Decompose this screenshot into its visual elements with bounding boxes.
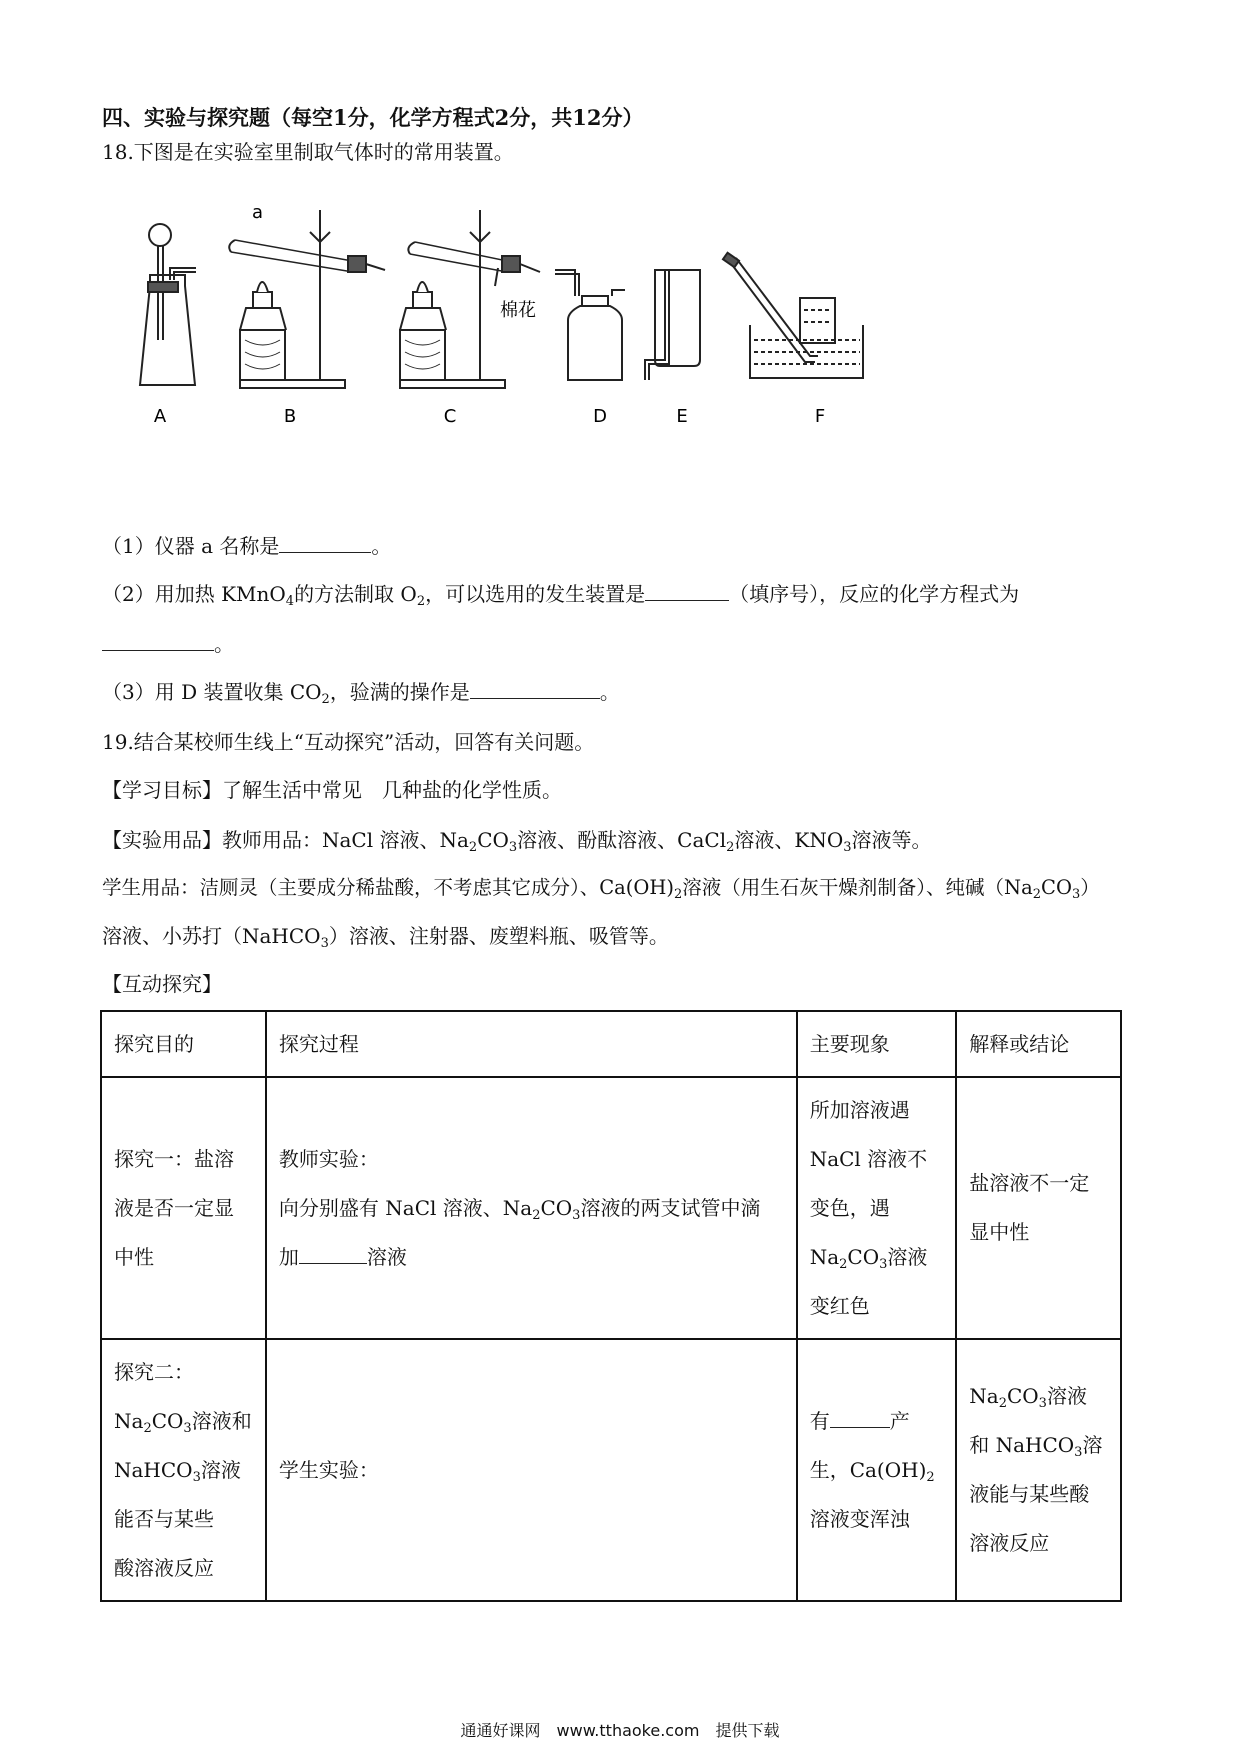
row1-phenomenon: 所加溶液遇 NaCl 溶液不 变色，遇 $Na_2CO_3$溶液 变红色 (797, 1077, 957, 1339)
question-18-stem: 18.下图是在实验室里制取气体时的常用装置。 (102, 140, 514, 164)
apparatus-label-f: F (814, 406, 826, 427)
apparatus-label-b: B (283, 406, 297, 427)
learning-goal: 【学习目标】了解生活中常见 几种盐的化学性质。 (102, 778, 562, 802)
header-phenomenon: 主要现象 (797, 1011, 957, 1077)
answer-blank[interactable] (470, 678, 600, 699)
experiment-materials: 【实验用品】教师用品：NaCl 溶液、$Na_2CO_3$溶液、酚酞溶液、CaCl$_2$溶液、$KNO_3$溶液等。 (102, 828, 932, 855)
apparatus-label-e: E (676, 406, 688, 427)
student-materials: 学生用品：洁厕灵（主要成分稀盐酸，不考虑其它成分）、$Ca(OH)_2$溶液（用生石灰干燥剂制备）、纯碱$(Na_2CO_3)$ (102, 876, 1100, 902)
answer-blank[interactable] (299, 1243, 367, 1264)
row1-conclusion: 盐溶液不一定 显中性 (956, 1077, 1121, 1339)
label-a: a (252, 202, 264, 223)
q18-part-3: （3）用 D 装置收集 $CO_2$，验满的操作是 。 (102, 680, 620, 707)
answer-blank[interactable] (830, 1407, 890, 1428)
header-purpose: 探究目的 (101, 1011, 266, 1077)
interactive-heading: 【互动探究】 (102, 972, 222, 996)
row1-process: 教师实验： 向分别盛有 NaCl 溶液、$Na_2CO_3$溶液的两支试管中滴 加 溶液 (266, 1077, 797, 1339)
row2-purpose: 探究二： $Na_2CO_3$溶液和 NaHCO$_3$溶液 能否与某些 酸溶液反应 (101, 1339, 266, 1601)
apparatus-d (555, 270, 625, 380)
student-materials-cont: 溶液、小苏打（NaHCO$_3$）溶液、注射器、废塑料瓶、吸管等。 (102, 924, 669, 951)
row2-phenomenon: 有 产 生，$Ca(OH)_2$ 溶液变浑浊 (797, 1339, 957, 1601)
table-row (101, 1339, 1121, 1601)
cotton-label: 棉花 (500, 300, 536, 321)
answer-blank[interactable] (645, 580, 729, 601)
answer-blank[interactable] (102, 630, 214, 651)
header-process: 探究过程 (266, 1011, 797, 1077)
row1-purpose: 探究一：盐溶 液是否一定显 中性 (101, 1077, 266, 1339)
apparatus-e (645, 270, 700, 380)
table-header-row (101, 1011, 1121, 1077)
apparatus-label-a: A (153, 406, 167, 427)
table-row (101, 1077, 1121, 1339)
inquiry-table (100, 1010, 1122, 1602)
section-title: 四、实验与探究题（每空1分，化学方程式2分，共12分） (102, 105, 644, 130)
question-19-stem: 19.结合某校师生线上“互动探究”活动，回答有关问题。 (102, 730, 595, 754)
apparatus-label-c: C (443, 406, 457, 427)
row2-conclusion: $Na_2CO_3$溶液 和 NaHCO$_3$溶 液能与某些酸 溶液反应 (956, 1339, 1121, 1601)
apparatus-b (229, 210, 385, 388)
q18-part-2-cont: 。 (102, 630, 234, 658)
apparatus-c (400, 210, 540, 388)
q18-part-2: （2）用加热 KMnO$_4$的方法制取 $O_2$，可以选用的发生装置是 （填序号），反应的化学方程式为 (102, 582, 1020, 609)
answer-blank[interactable] (279, 532, 371, 553)
apparatus-label-d: D (593, 406, 607, 427)
apparatus-a (140, 224, 196, 385)
page-footer: 通通好课网 www.tthaoke.com 提供下载 (460, 1721, 780, 1740)
header-conclusion: 解释或结论 (956, 1011, 1121, 1077)
q18-part-1: （1）仪器 a 名称是 。 (102, 534, 392, 558)
row2-process: 学生实验： (266, 1339, 797, 1601)
apparatus-f (723, 253, 863, 378)
lab-apparatus-figure (100, 200, 1000, 490)
